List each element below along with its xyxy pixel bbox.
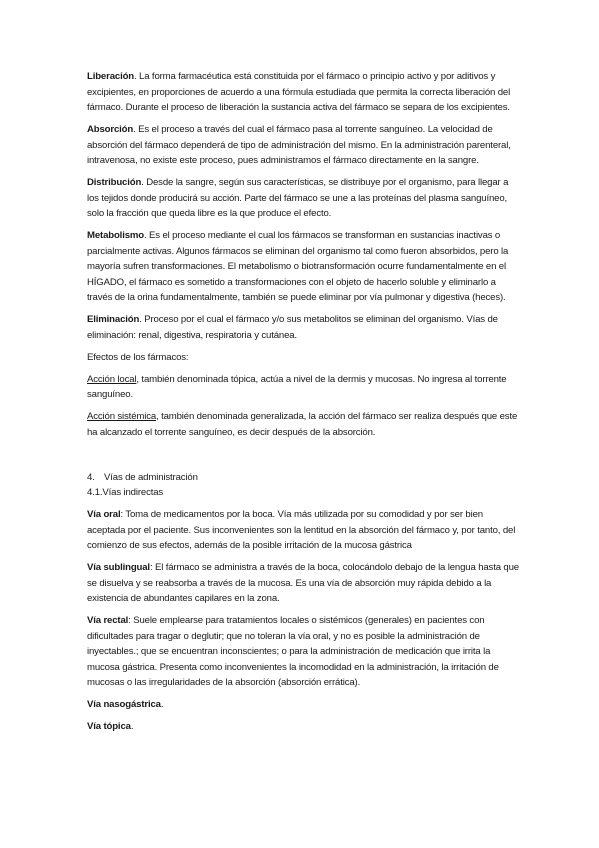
paragraph-via-nasogastrica <box>87 697 519 713</box>
paragraph-via-sublingual <box>87 560 519 607</box>
subsection-number: 4.1. <box>87 487 103 498</box>
text-distribucion: . Desde la sangre, según sus características, se distribuye por el organismo, para llegar a los tejidos donde producirá su acción. Parte del fármaco se une a las proteínas del plasma sanguíneo, solo la fracción que queda libre es la que produce el efecto. <box>87 177 509 219</box>
term-via-oral: Vía oral <box>87 509 121 520</box>
paragraph-via-oral <box>87 507 519 554</box>
paragraph-liberacion <box>87 69 519 116</box>
term-distribucion: Distribución <box>87 177 142 188</box>
section-heading <box>87 470 519 486</box>
subsection-title: Vías indirectas <box>102 487 164 498</box>
term-via-topica: Vía tópica <box>87 721 131 732</box>
paragraph-accion-local <box>87 372 519 403</box>
term-accion-sistemica: Acción sistémica <box>87 411 157 422</box>
term-accion-local: Acción local <box>87 373 137 385</box>
term-via-rectal: Vía rectal <box>87 615 129 626</box>
subsection-heading <box>87 485 519 501</box>
text-via-oral: : Toma de medicamentos por la boca. Vía más utilizada por su comodidad y por ser bien aceptada por el paciente. Sus inconvenientes son la lentitud en la absorción del fármaco y, por tanto, del comienzo de sus efectos, además de la posible irritación de la mucosa gástrica <box>87 509 516 551</box>
paragraph-absorcion <box>87 122 519 169</box>
paragraph-accion-sistemica <box>87 409 519 440</box>
text-liberacion: . La forma farmacéutica está constituida por el fármaco o principio activo y por aditivos y excipientes, en proporciones de acuerdo a una fórmula estudiada que permita la correcta liberación del fármaco. Durante el proceso de liberación la sustancia activa del fármaco se separa de los excipientes. <box>87 71 511 113</box>
section-title: Vías de administración <box>104 471 198 483</box>
text-eliminacion: . Proceso por el cual el fármaco y/o sus metabolitos se eliminan del organismo. Vías de eliminación: renal, digestiva, respiratoria y cutánea. <box>87 314 498 341</box>
text-via-rectal: : Suele emplearse para tratamientos locales o sistémicos (generales) en pacientes con dificultades para tragar o deglutir; que no toleran la vía oral, y no es posible la administración de inyectables.; que se encuentran inconscientes; o para la administración de medicación que irrita la mucosa gástrica. Presenta como inconvenientes la incomodidad en la administración, la irritación de mucosas o las irregularidades de la absorción (absorción errática). <box>87 615 499 688</box>
text-via-topica: . <box>130 721 134 732</box>
paragraph-eliminacion <box>87 312 519 343</box>
term-absorcion: Absorción <box>87 124 134 135</box>
document-page <box>87 69 519 741</box>
term-liberacion: Liberación <box>87 71 135 82</box>
section-spacer <box>87 447 519 470</box>
text-via-sublingual: : El fármaco se administra a través de la boca, colocándolo debajo de la lengua hasta que se disuelva y se reabsorba a través de la mucosa. Es una vía de absorción muy rápida debido a la existencia de abundantes capilares en la zona. <box>87 562 519 604</box>
term-eliminacion: Eliminación <box>87 314 140 325</box>
section-number: 4. <box>87 471 95 483</box>
term-metabolismo: Metabolismo <box>87 230 144 241</box>
text-metabolismo: . Es el proceso mediante el cual los fármacos se transforman en sustancias inactivas o parcialmente activas. Algunos fármacos se eliminan del organismo tal como fueron absorbidos, pero la mayoría sufren transformaciones. El metabolismo o biotransformación ocurre fundamentalmente en el HÍGADO, el fármaco es sometido a transformaciones con el objeto de hacerlo soluble y eliminarlo a través de la orina fundamentalmente, también se puede eliminar por vía pulmonar y digestiva (heces). <box>87 230 509 303</box>
paragraph-via-rectal <box>87 613 519 691</box>
paragraph-distribucion <box>87 175 519 222</box>
text-via-nasogastrica: . <box>160 699 164 710</box>
text-absorcion: . Es el proceso a través del cual el fármaco pasa al torrente sanguíneo. La velocidad de absorción del fármaco dependerá de tipo de administración del mismo. En la administración parenteral, intravenosa, no existe este proceso, pues administramos el fármaco directamente en la sangre. <box>87 124 511 166</box>
text-accion-local: , también denominada tópica, actúa a nivel de la dermis y mucosas. No ingresa al torrente sanguíneo. <box>87 373 507 400</box>
text-accion-sistemica: , también denominada generalizada, la acción del fármaco ser realiza después que este ha alcanzado el torrente sanguíneo, es decir después de la absorción. <box>87 411 518 438</box>
term-via-sublingual: Vía sublingual <box>87 562 150 573</box>
paragraph-efectos-intro: Efectos de los fármacos: <box>87 351 189 363</box>
paragraph-metabolismo <box>87 228 519 306</box>
paragraph-via-topica <box>87 719 519 735</box>
term-via-nasogastrica: Vía nasogástrica <box>87 699 161 710</box>
